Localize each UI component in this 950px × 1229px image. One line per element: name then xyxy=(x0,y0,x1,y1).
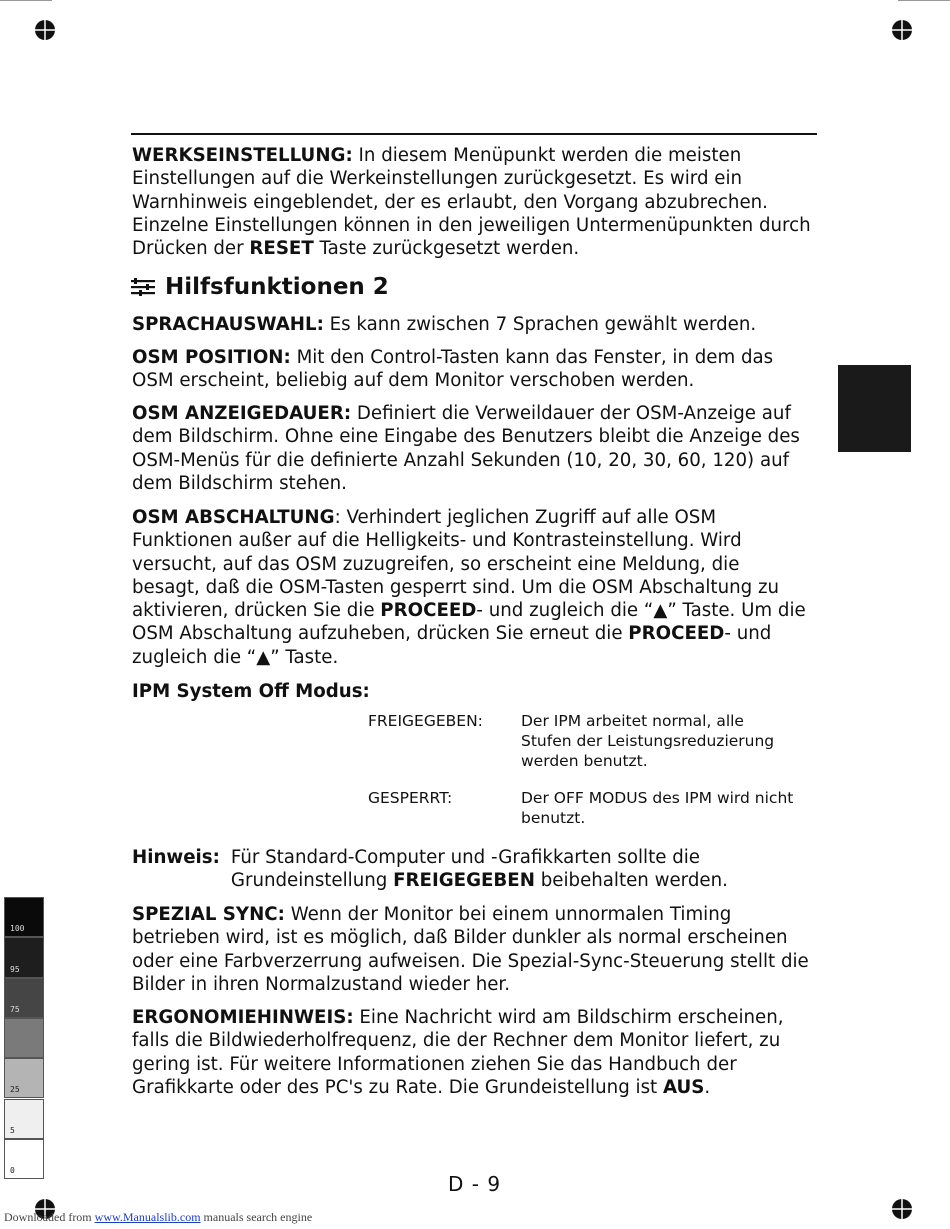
grayscale-step-label: 0 xyxy=(10,1166,15,1176)
osm-abschaltung-text: : Verhindert jeglichen Zugriff auf alle OSM Funktionen außer auf die Helligkeits- und Kontrasteinstellung. Wird versucht, auf das OSM zuzugreifen, so erscheint eine Meldung, die besagt, daß die OSM-Tasten gesperrt sind. Um die OSM Abschaltung zu aktivieren, drücken Sie die xyxy=(132,507,780,622)
hinweis-text-b: beibehalten werden. xyxy=(534,870,728,892)
osm-position-paragraph xyxy=(132,346,812,393)
grayscale-step xyxy=(4,978,44,1018)
hinweis-text-a: Für Standard-Computer und -Grafikkarten sollte die Grundeinstellung xyxy=(230,847,701,892)
ergonomie-paragraph xyxy=(132,1006,812,1099)
hinweis-text xyxy=(231,846,751,893)
grayscale-step xyxy=(4,1139,44,1179)
reset-keyword: RESET xyxy=(249,238,314,260)
registration-mark-icon xyxy=(34,19,56,41)
footer-prefix: Downloaded from xyxy=(4,1210,95,1224)
page-number: D - 9 xyxy=(448,1172,502,1196)
werkseinstellung-paragraph xyxy=(132,144,812,260)
manualslib-link[interactable]: www.Manualslib.com xyxy=(94,1210,201,1224)
osm-abschaltung-label: OSM ABSCHALTUNG xyxy=(132,507,335,528)
osm-abschaltung-text-end: - und zugleich die “▲” Taste. xyxy=(132,623,772,668)
osm-abschaltung-text-mid: - und zugleich die “▲” Taste. Um die OSM Abschaltung aufzuheben, drücken Sie erneut die xyxy=(132,600,806,645)
grayscale-step-label: 5 xyxy=(10,1125,15,1135)
section-rule xyxy=(131,133,817,135)
osm-anzeigedauer-text: Definiert die Verweildauer der OSM-Anzeige auf dem Bildschirm. Ohne eine Eingabe des Benutzers bleibt die Anzeige des OSM-Menüs für die definierte Anzahl Sekunden (10, 20, 30, 60, 120) auf dem Bildschirm stehen. xyxy=(132,403,800,494)
registration-mark-icon xyxy=(891,19,913,41)
osm-abschaltung-paragraph xyxy=(132,506,812,669)
section-heading xyxy=(131,272,389,302)
osm-anzeigedauer-label: OSM ANZEIGEDAUER: xyxy=(132,403,352,424)
spezial-sync-paragraph xyxy=(132,903,812,996)
ergonomie-text-end: . xyxy=(704,1076,711,1098)
sprachauswahl-label: SPRACHAUSWAHL: xyxy=(132,314,324,335)
ipm-value-freigegeben: Der IPM arbeitet normal, alle Stufen der Leistungsreduzierung werden benutzt. xyxy=(521,712,775,770)
chapter-tab-marker xyxy=(838,365,911,452)
crop-line xyxy=(898,0,950,1)
freigegeben-keyword: FREIGEGEBEN xyxy=(393,870,535,892)
section-heading-title: Hilfsfunktionen 2 xyxy=(165,274,389,300)
tools-icon xyxy=(131,278,157,296)
ipm-key-gesperrt: GESPERRT: xyxy=(368,789,453,807)
sprachauswahl-text: Es kann zwischen 7 Sprachen gewählt werden. xyxy=(323,314,757,335)
ergonomie-label: ERGONOMIEHINWEIS: xyxy=(132,1007,354,1028)
grayscale-step-label: 75 xyxy=(10,1004,20,1014)
osm-position-label: OSM POSITION: xyxy=(132,347,291,368)
werkseinstellung-label: WERKSEINSTELLUNG: xyxy=(132,145,353,166)
download-footer xyxy=(4,1210,312,1225)
werkseinstellung-text-end: Taste zurückgesetzt werden. xyxy=(313,238,580,260)
grayscale-step-label: 100 xyxy=(10,924,25,934)
footer-suffix: manuals search engine xyxy=(200,1210,313,1224)
registration-mark-icon xyxy=(891,1198,913,1220)
crop-line xyxy=(0,0,52,1)
grayscale-step xyxy=(4,897,44,937)
ergonomie-text: Eine Nachricht wird am Bildschirm erscheinen, falls die Bildwiederholfrequenz, die der Rechner dem Monitor liefert, zu gering ist. Für weitere Informationen ziehen Sie das Handbuch der Grafikkarte oder des PC's zu Rate. Die Grundeistellung ist xyxy=(132,1007,784,1098)
grayscale-step xyxy=(4,1018,44,1058)
osm-anzeigedauer-paragraph xyxy=(132,402,812,495)
ipm-key-freigegeben: FREIGEGEBEN: xyxy=(368,712,483,730)
grayscale-step xyxy=(4,937,44,977)
grayscale-step-label: 25 xyxy=(10,1085,20,1095)
grayscale-step xyxy=(4,1099,44,1139)
spezial-sync-label: SPEZIAL SYNC: xyxy=(132,904,285,925)
grayscale-step-label: 95 xyxy=(10,964,20,974)
proceed-keyword: PROCEED xyxy=(380,600,477,622)
osm-position-text: Mit den Control-Tasten kann das Fenster, in dem das OSM erscheint, beliebig auf dem Monitor verschoben werden. xyxy=(132,347,774,392)
spezial-sync-text: Wenn der Monitor bei einem unnormalen Timing betrieben wird, ist es möglich, daß Bilder dunkler als normal erscheinen oder eine Farbverzerrung aufweisen. Die Spezial-Sync-Steuerung stellt die Bilder in ihren Normalzustand wieder her. xyxy=(132,904,809,995)
hinweis-label: Hinweis: xyxy=(132,847,220,868)
proceed-keyword: PROCEED xyxy=(628,623,725,645)
sprachauswahl-paragraph xyxy=(132,313,812,336)
grayscale-step xyxy=(4,1058,44,1098)
ipm-value-gesperrt: Der OFF MODUS des IPM wird nicht benutzt. xyxy=(521,789,794,827)
hinweis-block xyxy=(132,846,812,893)
werkseinstellung-text: In diesem Menüpunkt werden die meisten Einstellungen auf die Werkeinstellungen zurückgesetzt. Es wird ein Warnhinweis eingeblendet, der es erlaubt, den Vorgang abzubrechen. Einzelne Einstellungen können in den jeweiligen Untermenüpunkten durch Drücken der xyxy=(132,145,811,260)
ipm-title: IPM System Off Modus: xyxy=(132,681,370,702)
aus-keyword: AUS xyxy=(662,1076,705,1098)
